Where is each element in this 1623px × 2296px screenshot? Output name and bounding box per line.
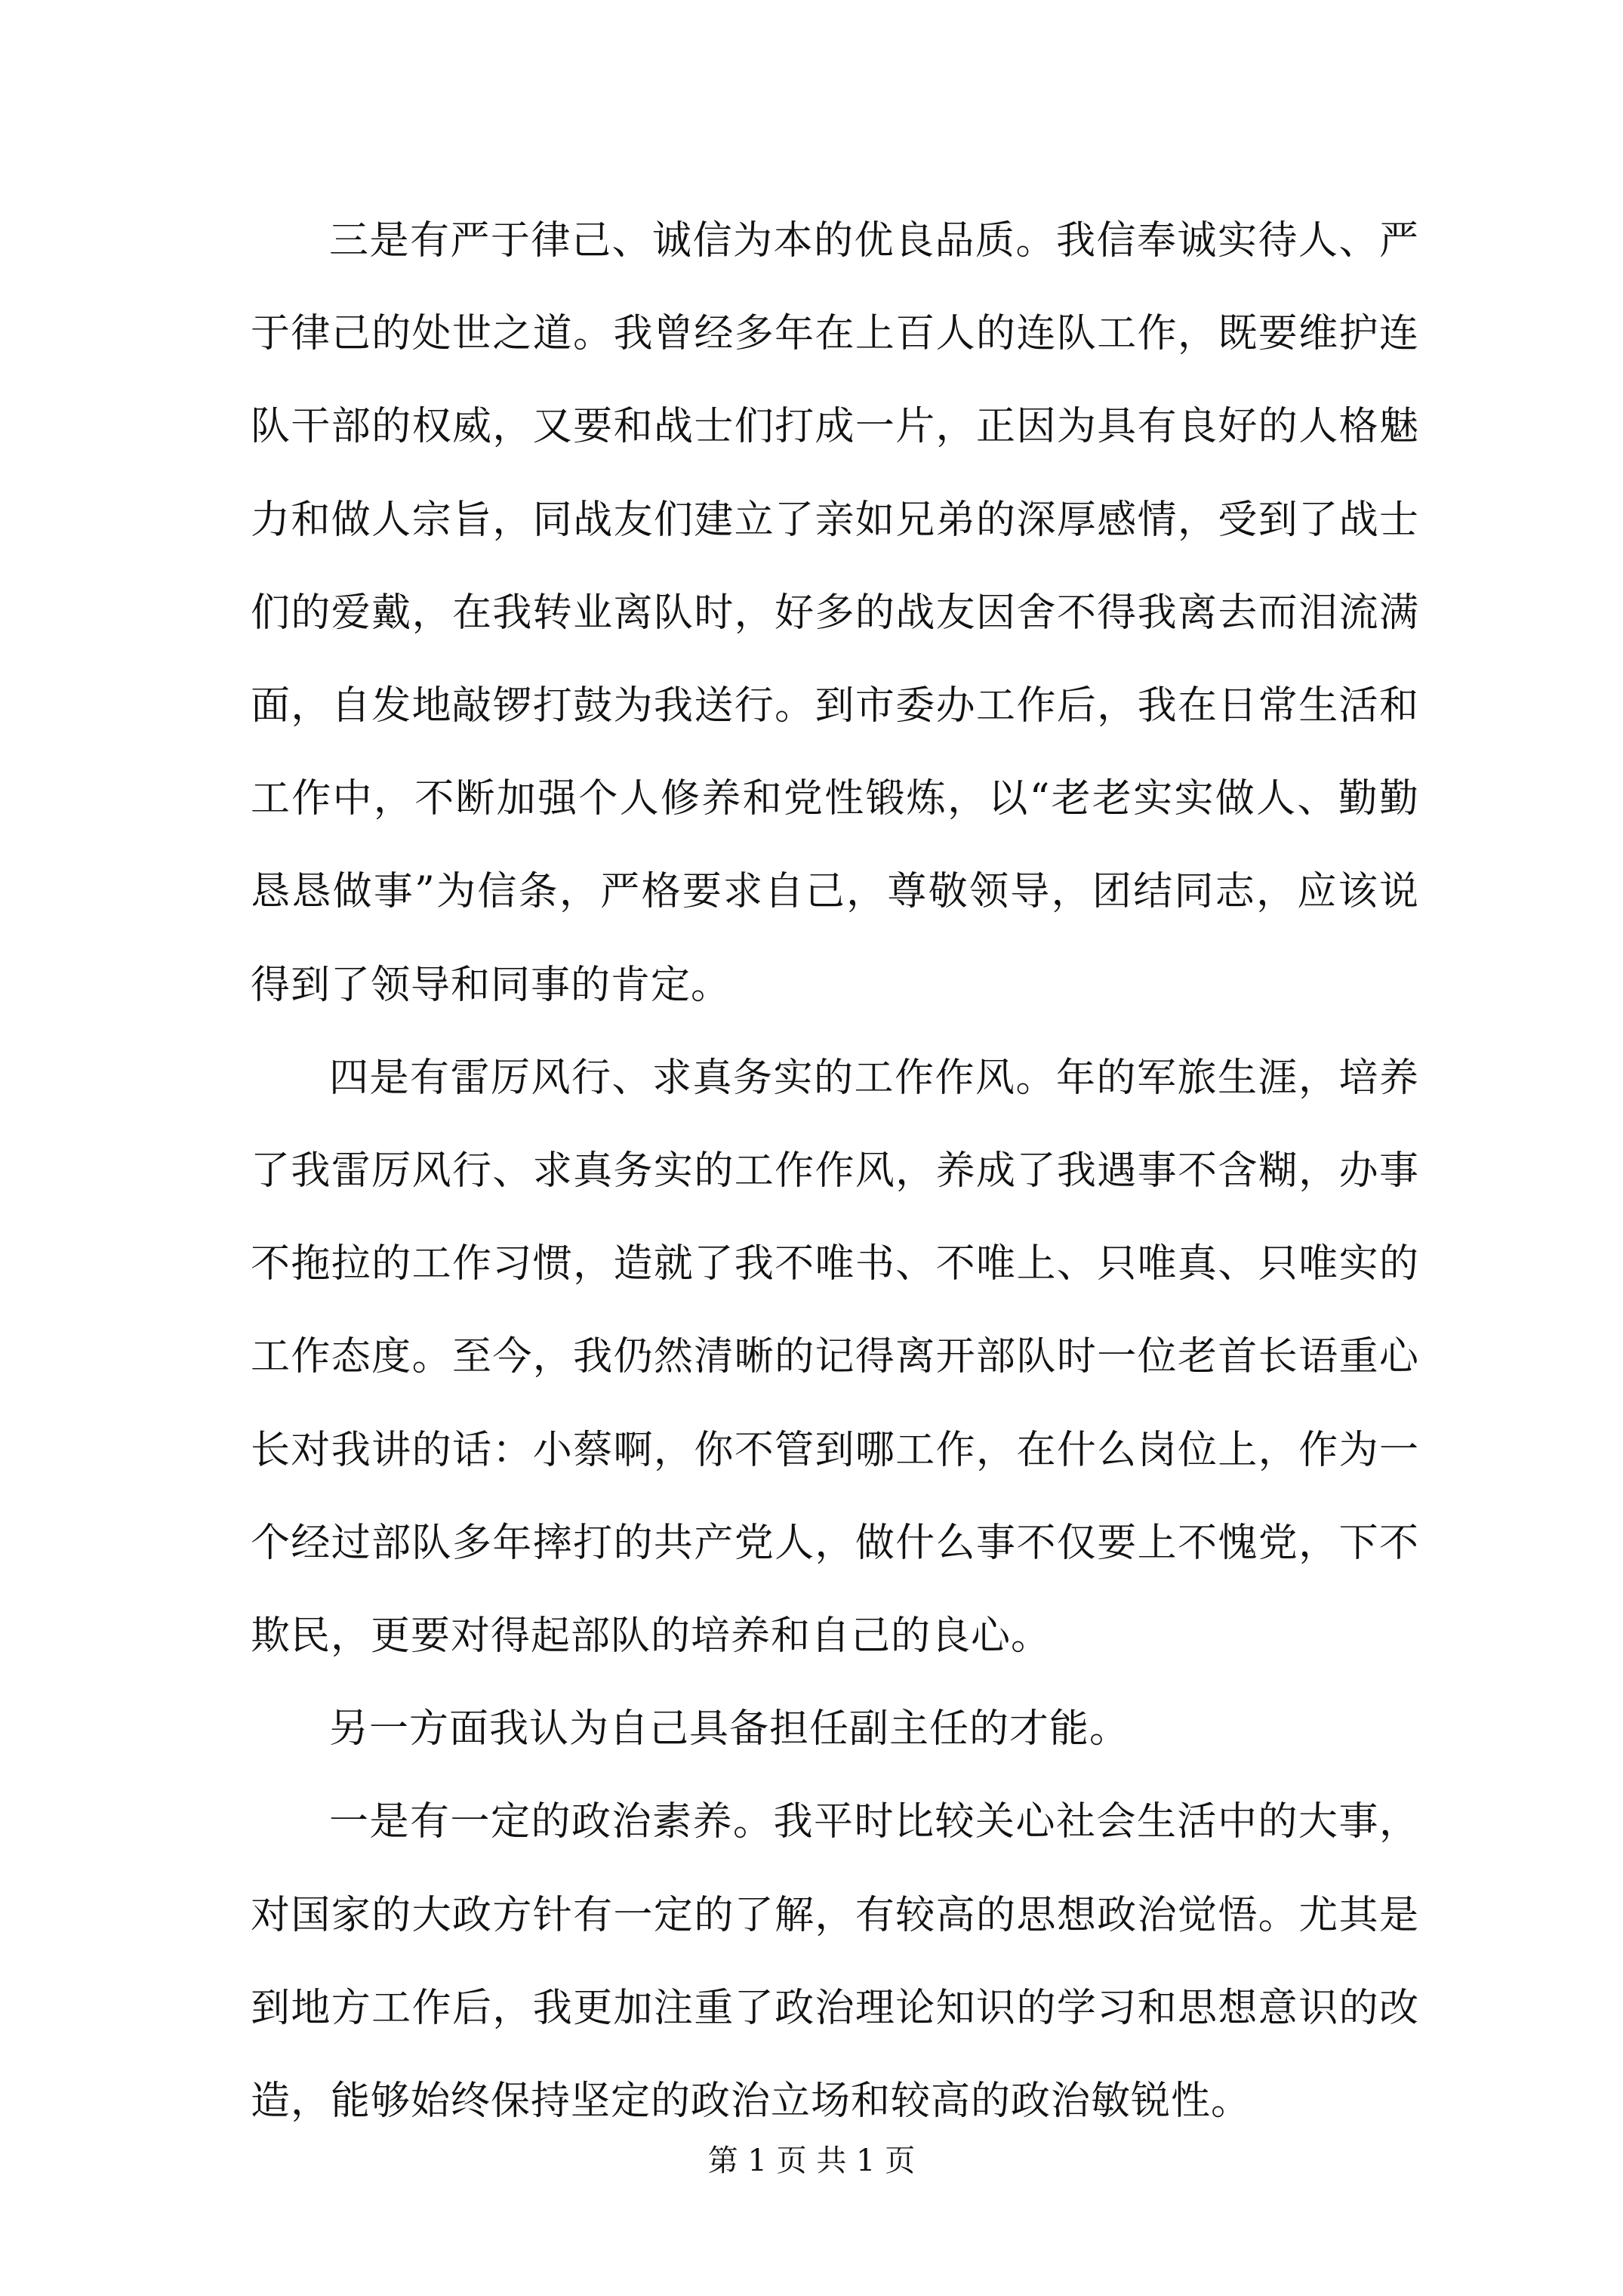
paragraph-integrity: 三是有严于律己、诚信为本的优良品质。我信奉诚实待人、严于律己的处世之道。我曾经多年在上百人的连队工作，既要维护连队干部的权威，又要和战士们打成一片，正因为具有良好的人格魅力和做人宗旨，同战友们建立了亲如兄弟的深厚感情，受到了战士们的爱戴，在我转业离队时，好多的战友因舍不得我离去而泪流满面，自发地敲锣打鼓为我送行。到市委办工作后，我在日常生活和工作中，不断加强个人修养和党性锻炼，以“老老实实做人、勤勤恳恳做事”为信条，严格要求自己，尊敬领导，团结同志，应该说得到了领导和同事的肯定。 bbox=[251, 218, 1419, 1008]
paragraph-political-literacy: 一是有一定的政治素养。我平时比较关心社会生活中的大事，对国家的大政方针有一定的了解，有较高的思想政治觉悟。尤其是到地方工作后，我更加注重了政治理论知识的学习和思想意识的改造，能够始终保持坚定的政治立场和较高的政治敏锐性。 bbox=[251, 1799, 1419, 2125]
paragraph-work-style: 四是有雷厉风行、求真务实的工作作风。年的军旅生涯，培养了我雷厉风行、求真务实的工作作风，养成了我遇事不含糊，办事不拖拉的工作习惯，造就了我不唯书、不唯上、只唯真、只唯实的工作态度。至今，我仍然清晰的记得离开部队时一位老首长语重心长对我讲的话：小蔡啊，你不管到哪工作，在什么岗位上，作为一个经过部队多年摔打的共产党人，做什么事不仅要上不愧党，下不欺民，更要对得起部队的培养和自己的良心。 bbox=[251, 1055, 1419, 1660]
page-number-footer: 第 1 页 共 1 页 bbox=[707, 2143, 916, 2178]
paragraph-ability-intro: 另一方面我认为自己具备担任副主任的才能。 bbox=[329, 1706, 1130, 1752]
document-body bbox=[251, 195, 1419, 2148]
